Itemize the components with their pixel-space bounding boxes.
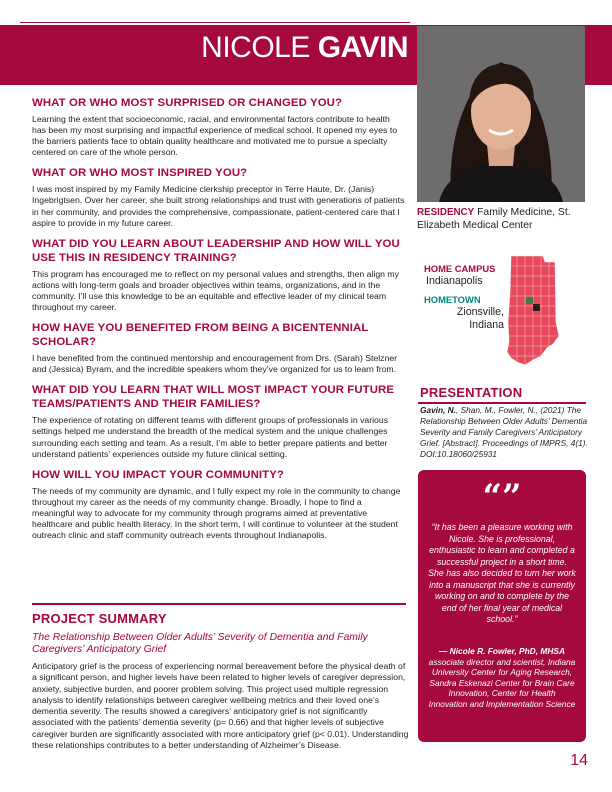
question-inspired: WHAT OR WHO MOST INSPIRED YOU? (32, 167, 248, 180)
answer-inspired: I was most inspired by my Family Medicine clerkship preceptor in Terre Haute, Dr. (Janis) Ingebrigtsen. Over her career, she built strong relationships and trust with generations of patients in her community, and provides the comprehensive, compassionate, patient-centered care that I aspire to provide in my future career. (32, 184, 405, 228)
campus-county-marker (533, 304, 540, 311)
testimonial-text: “It has been a pleasure working with Nicole. She is professional, enthusiastic to learn and completed a successful project in a short time. She has also decided to turn her work into a manuscript that she is currently working on and to complete by the end of her final year of medical school.” (428, 522, 576, 624)
hometown-label: HOMETOWN (424, 294, 481, 305)
last-name: GAVIN (317, 31, 408, 64)
testimonial-box (418, 470, 586, 742)
portrait-photo (417, 26, 585, 202)
answer-community: The needs of my community are dynamic, and I fully expect my role in the community to change throughout my career as the needs of my community change. Broadly, I hope to find a meaningful way to advocate for my community through programs aimed at preventative healthcare and public health literacy. In the short term, I will continue to volunteer at the student outreach clinic and staff community outreach events throughout Indianapolis. (32, 485, 401, 541)
question-benefited: HOW HAVE YOU BENEFITED FROM BEING A BICENTENNIAL SCHOLAR? (32, 322, 369, 349)
answer-leadership: This program has encouraged me to reflect on my personal values and strengths, then align my actions with long-term goals and broader objectives within teams, organizations, and in the community. I’ll use this knowledge to be an equitable and effective leader of my clinical team throughout my career. (32, 268, 400, 313)
question-surprised: WHAT OR WHO MOST SURPRISED OR CHANGED YOU? (32, 97, 343, 109)
testimonial-attribution (428, 646, 576, 710)
home-campus-value: Indianapolis (426, 275, 483, 287)
first-name: NICOLE (201, 31, 310, 64)
presentation-rule (418, 402, 586, 404)
indiana-map-icon (505, 252, 561, 367)
answer-benefited: I have benefited from the continued mentorship and encouragement from Drs. (Sarah) Stelzner and (Jessica) Byram, and the incredible speakers whom they’ve organized for us to learn from. (32, 353, 398, 375)
project-summary-body: Anticipatory grief is the process of experiencing normal bereavement before the physical death of a significant person, and higher levels have been related to higher levels of caregiver depression, anxiety, subjective burden, and poorer problem solving. This project used multiple regression analysis to identify relationships between caregiver wellbeing metrics and their loved one’s dementia severity. The results showed a caregivers’ anticipatory grief is not significantly associated with the patients’ dementia severity (p= 0.66) and that higher levels of subjective caregiver burden are significantly associated with more anticipatory grief (p< 0.01). Understanding these relationships contributes to a better understanding of Alzheimer’s Disease. (32, 661, 409, 751)
project-summary-heading: PROJECT SUMMARY (32, 611, 167, 626)
hometown-county-marker (526, 297, 533, 304)
presentation-text: , Shan, M., Fowler, N., (2021) The Relationship Between Older Adults’ Dementia Severity and Family Caregivers’ Anticipatory Grief. [Abstract]. Proceedings of IMPRS, 4(1). DOI:10.18060/25931 (420, 405, 588, 459)
residency-label: RESIDENCY (417, 207, 475, 218)
project-title: The Relationship Between Older Adults’ Severity of Dementia and Family Caregivers’ Anticipatory Grief (32, 632, 368, 656)
answer-surprised: Learning the extent that socioeconomic, racial, and environmental factors contribute to health has been my most surprising and impactful experience of medical school. It opened my eyes to the barriers patients face to obtain quality healthcare and motivated me to pursue a specialty centered on care of the whole person. (32, 114, 398, 158)
testimonial-affiliation: associate director and scientist, Indiana University Center for Aging Research, Sandra Eskenazi Center for Brain Care Innovation, Center for Health Innovation and Implementation Science (428, 656, 576, 709)
presentation-heading: PRESENTATION (420, 385, 523, 400)
qa-section (32, 96, 406, 549)
portrait-illustration (417, 26, 585, 202)
quote-icon: “” (482, 477, 522, 517)
residency-value: Family Medicine, St. Elizabeth Medical Center (417, 207, 571, 231)
question-leadership: WHAT DID YOU LEARN ABOUT LEADERSHIP AND HOW WILL YOU USE THIS IN RESIDENCY TRAINING? (32, 237, 400, 264)
scholar-name (0, 30, 408, 66)
question-community: HOW WILL YOU IMPACT YOUR COMMUNITY? (32, 468, 284, 481)
answer-impact-teams: The experience of rotating on different teams with different groups of professionals in various settings helped me understand the breadth of the medical system and the unique challenges surrounding each setting and team. As a result, I’m able to better prepare patients and better understand patients’ experiences outside my future clinical setting. (32, 415, 389, 459)
question-impact-teams: WHAT DID YOU LEARN THAT WILL MOST IMPACT YOUR FUTURE TEAMS/PATIENTS AND THEIR FAMILIES? (32, 384, 395, 411)
residency-info (417, 206, 597, 232)
page-number: 14 (570, 752, 588, 769)
presentation-authors: Gavin, N. (420, 405, 456, 415)
testimonial-author: — Nicole R. Fowler, PhD, MHSA (438, 646, 566, 656)
hometown-value: Zionsville, Indiana (456, 306, 504, 331)
home-campus-label: HOME CAMPUS (424, 263, 496, 274)
project-divider (32, 603, 406, 605)
top-rule (20, 22, 410, 23)
presentation-citation (420, 405, 588, 460)
